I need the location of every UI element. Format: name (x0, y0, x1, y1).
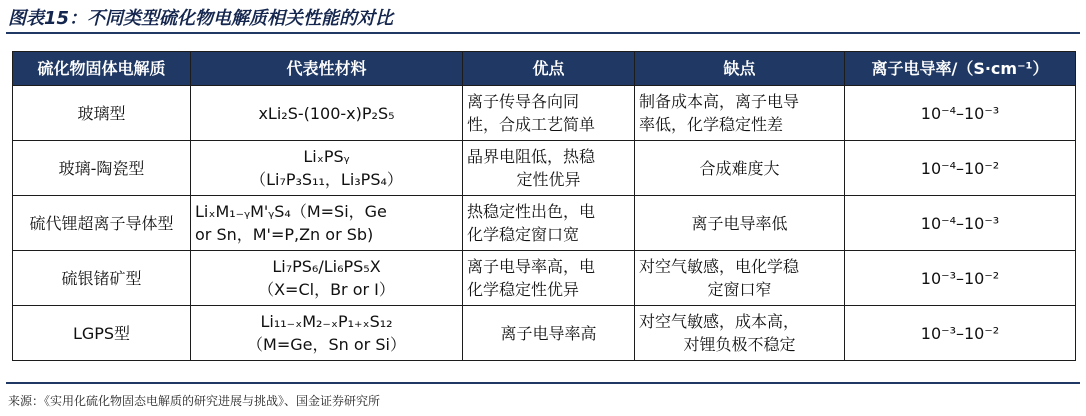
cons-line: 定窗口窄 (707, 280, 772, 299)
cell-cons (635, 141, 845, 196)
cons-line: 制备成本高，离子电导 (639, 92, 800, 111)
material-line: LiₓPSᵧ (303, 147, 350, 166)
cell-conductivity: 10⁻⁴–10⁻³ (845, 196, 1076, 251)
cons-line: 对锂负极不稳定 (683, 335, 796, 354)
pros-line: 晶界电阻低，热稳 (467, 147, 596, 166)
material-line: （X=Cl，Br or I） (258, 280, 395, 299)
cons-line: 对空气敏感，成本高， (639, 312, 800, 331)
cons-line: 合成难度大 (699, 158, 780, 178)
source-divider (6, 382, 1080, 384)
pros-line: 化学稳定窗口宽 (467, 225, 580, 244)
pros-line: 离子传导各向同 (467, 92, 580, 111)
material-line: （M=Ge，Sn or Si） (247, 335, 406, 354)
cell-material (191, 196, 463, 251)
comparison-table (12, 51, 1076, 361)
table-row (13, 141, 1076, 196)
pros-line: 离子电导率高，电 (467, 257, 596, 276)
cell-type: 硫代锂超离子导体型 (13, 196, 191, 251)
cell-cons (635, 196, 845, 251)
cell-cons (635, 306, 845, 361)
material-line: Li₇PS₆/Li₆PS₅X (272, 257, 381, 276)
cell-conductivity: 10⁻³–10⁻² (845, 251, 1076, 306)
cell-pros (463, 251, 635, 306)
pros-line: 化学稳定性优异 (467, 280, 580, 299)
header-advantages: 优点 (463, 52, 635, 86)
cons-line: 离子电导率低 (691, 213, 788, 233)
header-electrolyte-type: 硫化物固体电解质 (13, 52, 191, 86)
table-row (13, 251, 1076, 306)
header-representative-material: 代表性材料 (191, 52, 463, 86)
cell-cons (635, 86, 845, 141)
table-row (13, 306, 1076, 361)
cell-conductivity: 10⁻⁴–10⁻² (845, 141, 1076, 196)
pros-line: 定性优异 (516, 170, 581, 189)
source-note: 来源：《实用化硫化物固态电解质的研究进展与挑战》、国金证券研究所 (8, 394, 381, 408)
pros-line: 性，合成工艺简单 (467, 115, 596, 134)
material-line: or Sn，M'=P,Zn or Sb) (195, 225, 374, 244)
cell-cons (635, 251, 845, 306)
cell-pros (463, 141, 635, 196)
cell-type: 玻璃-陶瓷型 (13, 141, 191, 196)
table-row (13, 196, 1076, 251)
cell-pros (463, 196, 635, 251)
cell-conductivity: 10⁻⁴–10⁻³ (845, 86, 1076, 141)
cell-pros (463, 86, 635, 141)
pros-line: 离子电导率高 (500, 323, 597, 343)
table-header-row (13, 52, 1076, 86)
material-line: （Li₇P₃S₁₁，Li₃PS₄） (250, 170, 403, 189)
material-line: Li₁₁₋ₓM₂₋ₓP₁₊ₓS₁₂ (260, 312, 393, 331)
material-line: LiₓM₁₋ᵧM'ᵧS₄（M=Si，Ge (195, 202, 387, 221)
title-divider (6, 32, 1080, 34)
cell-conductivity: 10⁻³–10⁻² (845, 306, 1076, 361)
cell-pros (463, 306, 635, 361)
material-line: xLi₂S-(100-x)P₂S₅ (258, 103, 395, 123)
pros-line: 热稳定性出色，电 (467, 202, 596, 221)
cons-line: 对空气敏感，电化学稳 (639, 257, 800, 276)
header-ionic-conductivity: 离子电导率/（S·cm⁻¹） (845, 52, 1076, 86)
table-row (13, 86, 1076, 141)
cons-line: 率低，化学稳定性差 (639, 115, 784, 134)
cell-material (191, 251, 463, 306)
cell-material (191, 86, 463, 141)
cell-type: 玻璃型 (13, 86, 191, 141)
cell-material (191, 306, 463, 361)
cell-type: LGPS型 (13, 306, 191, 361)
cell-material (191, 141, 463, 196)
cell-type: 硫银锗矿型 (13, 251, 191, 306)
figure-title: 图表15：不同类型硫化物电解质相关性能的对比 (8, 8, 394, 29)
header-disadvantages: 缺点 (635, 52, 845, 86)
